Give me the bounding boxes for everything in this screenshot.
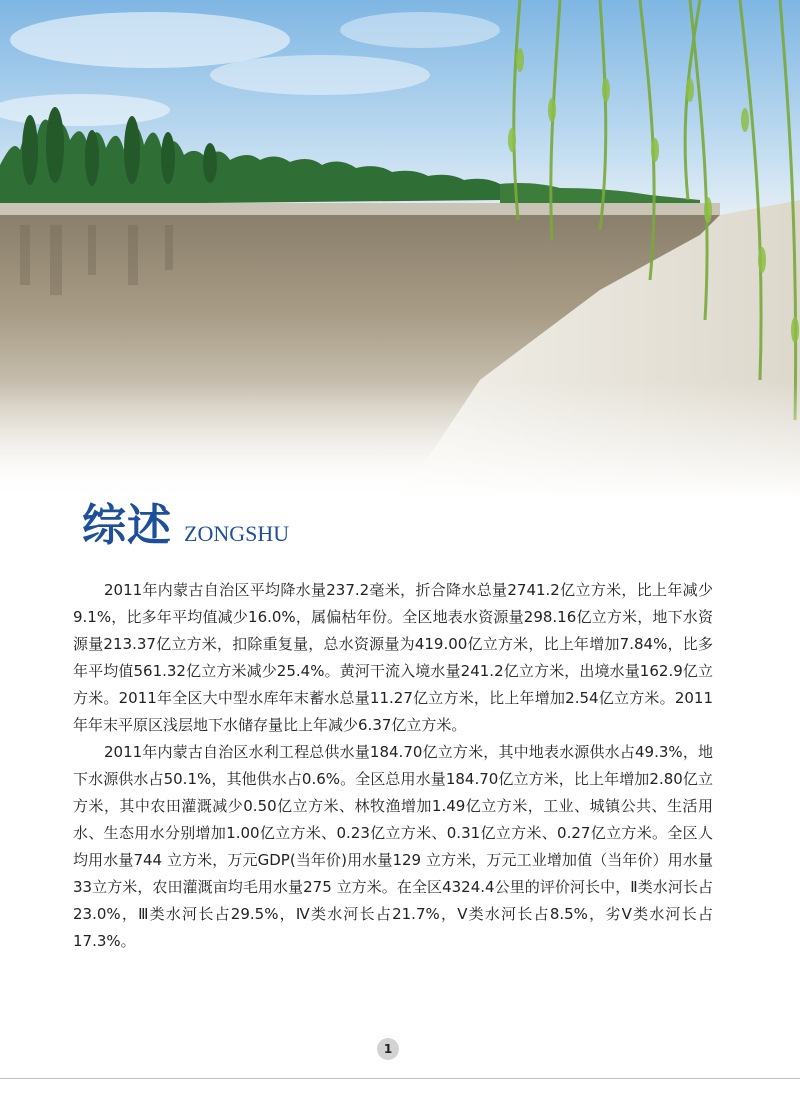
section-title-english: ZONGSHU [184,521,290,546]
river-landscape-illustration [0,0,800,500]
footer-divider [0,1078,800,1079]
page-number-badge: 1 [377,1038,399,1060]
summary-text-block [73,577,713,955]
hero-river-photo [0,0,800,500]
paragraph-water-resources: 2011年内蒙古自治区平均降水量237.2毫米，折合降水总量2741.2亿立方米，比上年减少9.1%，比多年平均值减少16.0%，属偏枯年份。全区地表水资源量298.16亿立方米，地下水资源量213.37亿立方米，扣除重复量，总水资源量为419.00亿立方米，比上年增加7.84%，比多年平均值561.32亿立方米减少25.4%。黄河干流入境水量241.2亿立方米，出境水量162.9亿立方米。2011年全区大中型水库年末蓄水总量11.27亿立方米，比上年增加2.54亿立方米。2011年年末平原区浅层地下水储存量比上年减少6.37亿立方米。 [73,581,713,734]
paragraph-water-supply-usage: 2011年内蒙古自治区水利工程总供水量184.70亿立方米，其中地表水源供水占49.3%，地下水源供水占50.1%，其他供水占0.6%。全区总用水量184.70亿立方米，比上年增加2.80亿立方米，其中农田灌溉减少0.50亿立方米、林牧渔增加1.49亿立方米，工业、城镇公共、生活用水、生态用水分别增加1.00亿立方米、0.23亿立方米、0.31亿立方米、0.27亿立方米。全区人均用水量744 立方米，万元GDP(当年价)用水量129 立方米，万元工业增加值（当年价）用水量 33立方米，农田灌溉亩均毛用水量275 立方米。在全区4324.4公里的评价河长中，Ⅱ类水河长占23.0%，Ⅲ类水河长占29.5%，Ⅳ类水河长占21.7%，Ⅴ类水河长占8.5%，劣Ⅴ类水河长占17.3%。 [73,743,713,950]
section-heading [82,488,290,551]
section-title-chinese: 综述 [82,500,172,551]
